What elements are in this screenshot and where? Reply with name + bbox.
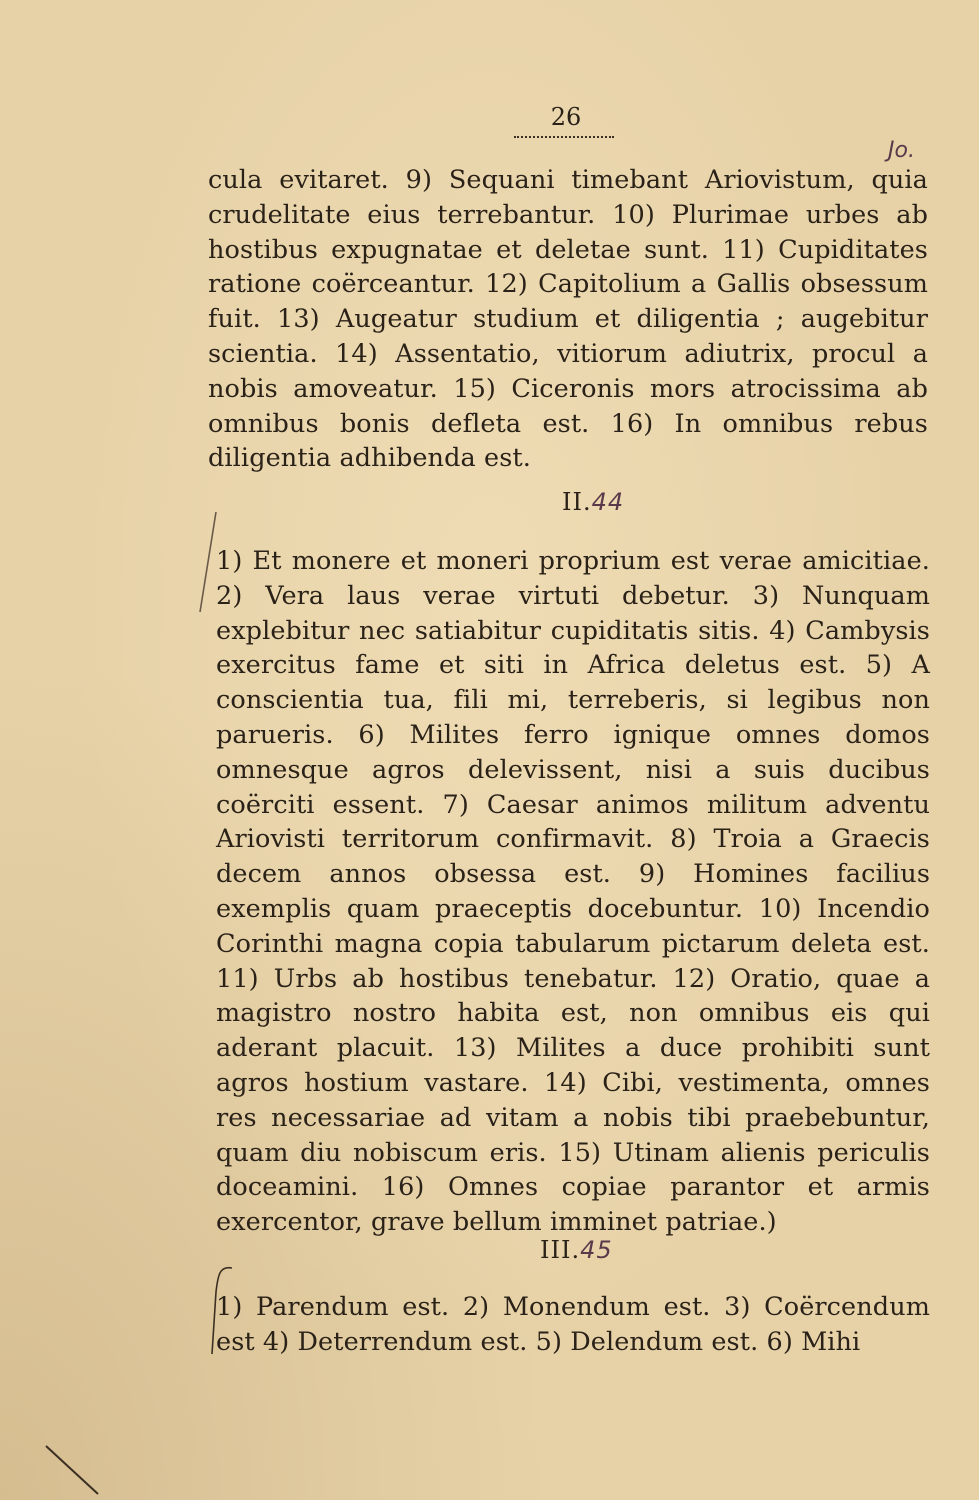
section-heading-ii (562, 488, 624, 516)
section-heading-iii-label: III. (540, 1236, 581, 1264)
page-number: 26 (550, 103, 582, 131)
paragraph-section-2: 1) Et monere et moneri proprium est verae amicitiae. 2) Vera laus verae virtuti debetur. 3) Nunquam explebitur nec satiabitur cupiditatis sitis. 4) Cambysis exercitus fame et siti in Africa deletus est. 5) A conscientia tua, fili mi, terreberis, si legibus non parueris. 6) Milites ferro ignique omnes domos omnesque agros delevissent, nisi a suis ducibus coërciti essent. 7) Caesar animos militum adventu Ariovisti territorum confirmavit. 8) Troia a Graecis decem annos obsessa est. 9) Homines facilius exemplis quam praeceptis docebuntur. 10) Incendio Corinthi magna copia tabularum pictarum deleta est. 11) Urbs ab hostibus tenebatur. 12) Oratio, quae a magistro nostro habita est, non omnibus eis qui aderant placuit. 13) Milites a duce prohibiti sunt agros hostium vastare. 14) Cibi, vestimenta, omnes res necessariae ad vitam a nobis tibi praebebuntur, quam diu nobiscum eris. 15) Utinam alienis periculis doceamini. 16) Omnes copiae parantor et armis exercentor, grave bellum imminet patriae.) (216, 546, 930, 1238)
paragraph-section-1: cula evitaret. 9) Sequani timebant Ariovistum, quia crudelitate eius terrebantur. 10) Plurimae urbes ab hostibus expugnatae et deletae sunt. 11) Cupiditates ratione coërceantur. 12) Capitolium a Gallis obsessum fuit. 13) Augeatur studium et diligentia ; augebitur scientia. 14) Assentatio, vitiorum adiutrix, procul a nobis amoveatur. 15) Ciceronis mors atrocissima ab omnibus bonis defleta est. 16) In omnibus rebus diligentia adhibenda est. (208, 165, 928, 474)
margin-note: Jo. (888, 138, 915, 163)
section-heading-iii (540, 1236, 613, 1264)
section-heading-ii-label: II. (562, 488, 592, 516)
paragraph-section-3: 1) Parendum est. 2) Monendum est. 3) Coërcendum est 4) Deterrendum est. 5) Delendum est. 6) Mihi (216, 1292, 930, 1357)
page-number-rule (514, 136, 614, 138)
section-heading-ii-hand-number: 44 (591, 488, 625, 516)
section-heading-iii-hand-number: 45 (580, 1236, 613, 1264)
pencil-stroke-corner (40, 1440, 120, 1500)
